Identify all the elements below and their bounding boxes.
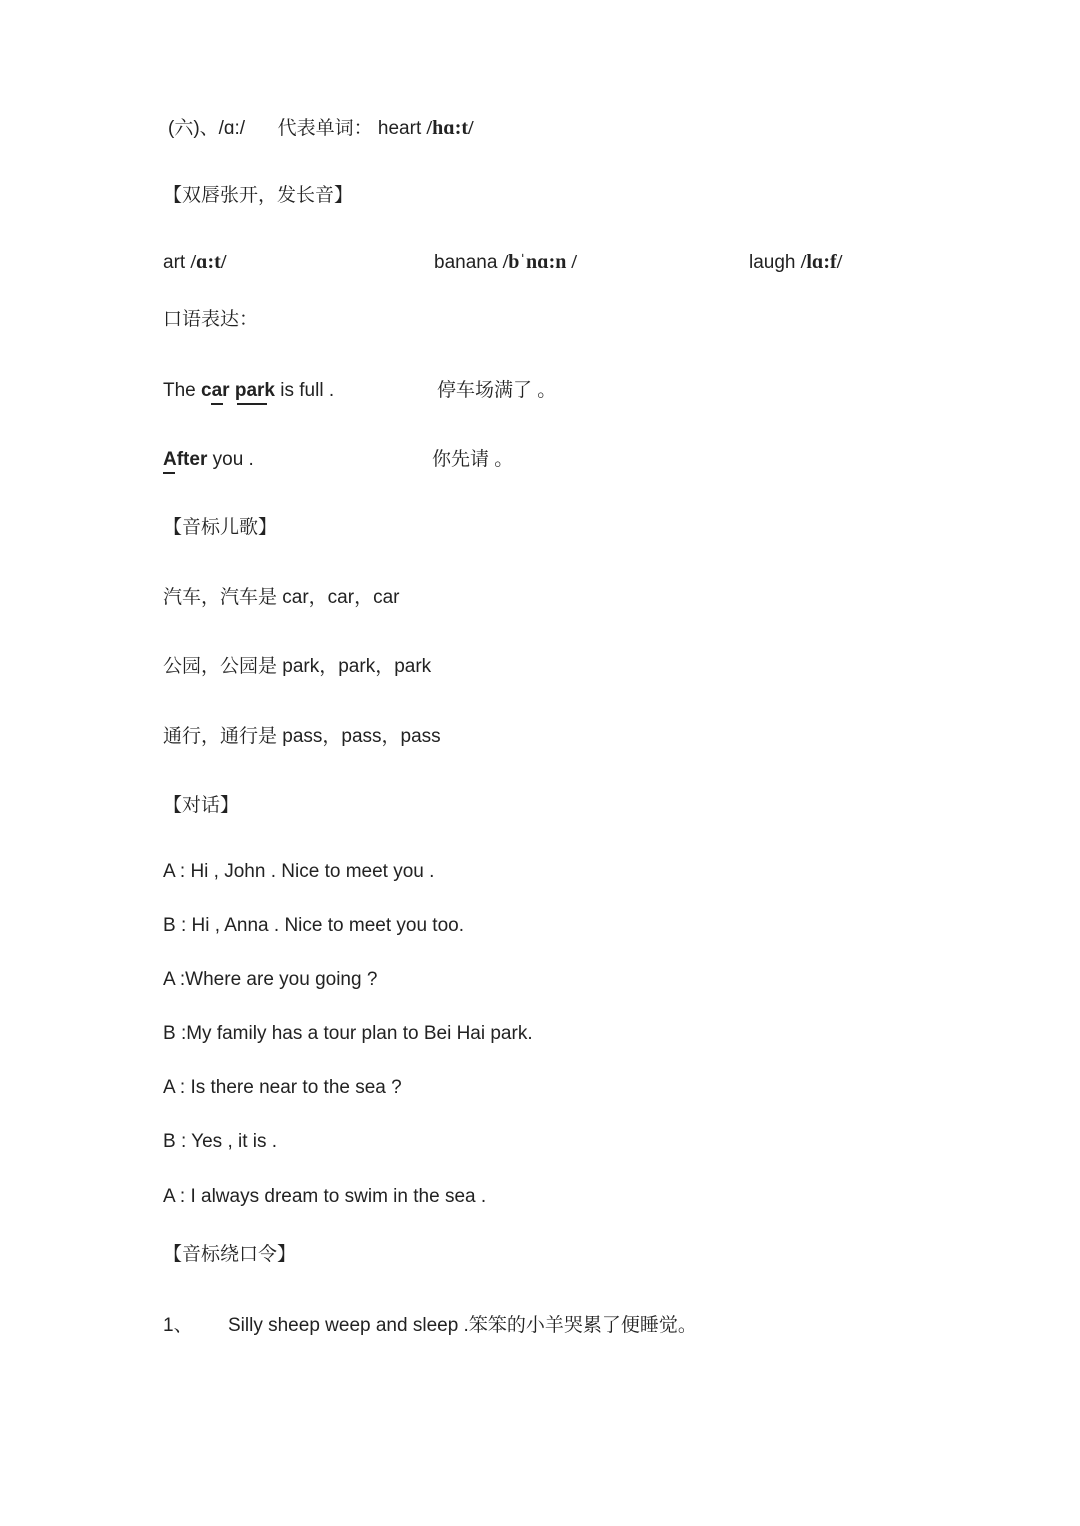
dialog-line: B : Yes , it is . bbox=[163, 1131, 278, 1152]
dialog-line: B : Hi , Anna . Nice to meet you too. bbox=[163, 915, 464, 936]
oral-highlight-after: After bbox=[163, 449, 208, 470]
word-item-laugh bbox=[749, 250, 842, 275]
section-word: heart bbox=[377, 118, 422, 139]
oral-text: The bbox=[163, 380, 202, 401]
word: laugh bbox=[749, 252, 796, 273]
rhyme-line: 汽车，汽车是 car，car，car bbox=[163, 587, 400, 608]
pronunciation-tip: 【双唇张开，发长音】 bbox=[163, 185, 354, 206]
dialog-line: A : I always dream to swim in the sea . bbox=[163, 1186, 487, 1207]
rhyme-line: 通行，通行是 pass，pass，pass bbox=[163, 726, 441, 747]
oral-translation-2: 你先请 。 bbox=[432, 449, 514, 470]
oral-text: is full . bbox=[274, 380, 335, 401]
oral-translation-1: 停车场满了 。 bbox=[437, 380, 557, 401]
section-phonetic: /hɑ:t/ bbox=[426, 117, 474, 139]
twister-number: 1、 bbox=[163, 1315, 193, 1336]
section-prefix: (六)、/ɑ:/ bbox=[168, 118, 246, 139]
oral-text: you . bbox=[207, 449, 254, 470]
section-label: 代表单词： bbox=[277, 118, 373, 139]
twister-item bbox=[163, 1314, 697, 1338]
twister-text: Silly sheep weep and sleep .笨笨的小羊哭累了便睡觉。 bbox=[228, 1315, 697, 1336]
rhyme-line: 公园，公园是 park，park，park bbox=[163, 656, 432, 677]
rhyme-heading: 【音标儿歌】 bbox=[163, 517, 278, 538]
phonetic: /ɑ:t/ bbox=[190, 251, 227, 273]
word: art bbox=[163, 252, 186, 273]
word: banana bbox=[434, 252, 498, 273]
dialog-line: A : Is there near to the sea ? bbox=[163, 1077, 402, 1098]
phonetic: /bˈnɑ:n / bbox=[502, 251, 577, 273]
dialog-heading: 【对话】 bbox=[163, 795, 240, 816]
word-item-art bbox=[163, 250, 226, 275]
phonetic: /lɑ:f/ bbox=[800, 251, 843, 273]
section-title bbox=[168, 116, 474, 141]
dialog-line: A :Where are you going ? bbox=[163, 969, 378, 990]
oral-sentence-1 bbox=[163, 379, 334, 403]
twister-heading: 【音标绕口令】 bbox=[163, 1244, 297, 1265]
oral-sentence-2 bbox=[163, 448, 254, 472]
oral-highlight-car: car bbox=[201, 380, 230, 401]
dialog-line: A : Hi , John . Nice to meet you . bbox=[163, 861, 435, 882]
oral-heading: 口语表达： bbox=[163, 309, 259, 330]
dialog-line: B :My family has a tour plan to Bei Hai park. bbox=[163, 1023, 533, 1044]
word-item-banana bbox=[434, 250, 577, 275]
oral-highlight-park: park bbox=[234, 380, 275, 401]
